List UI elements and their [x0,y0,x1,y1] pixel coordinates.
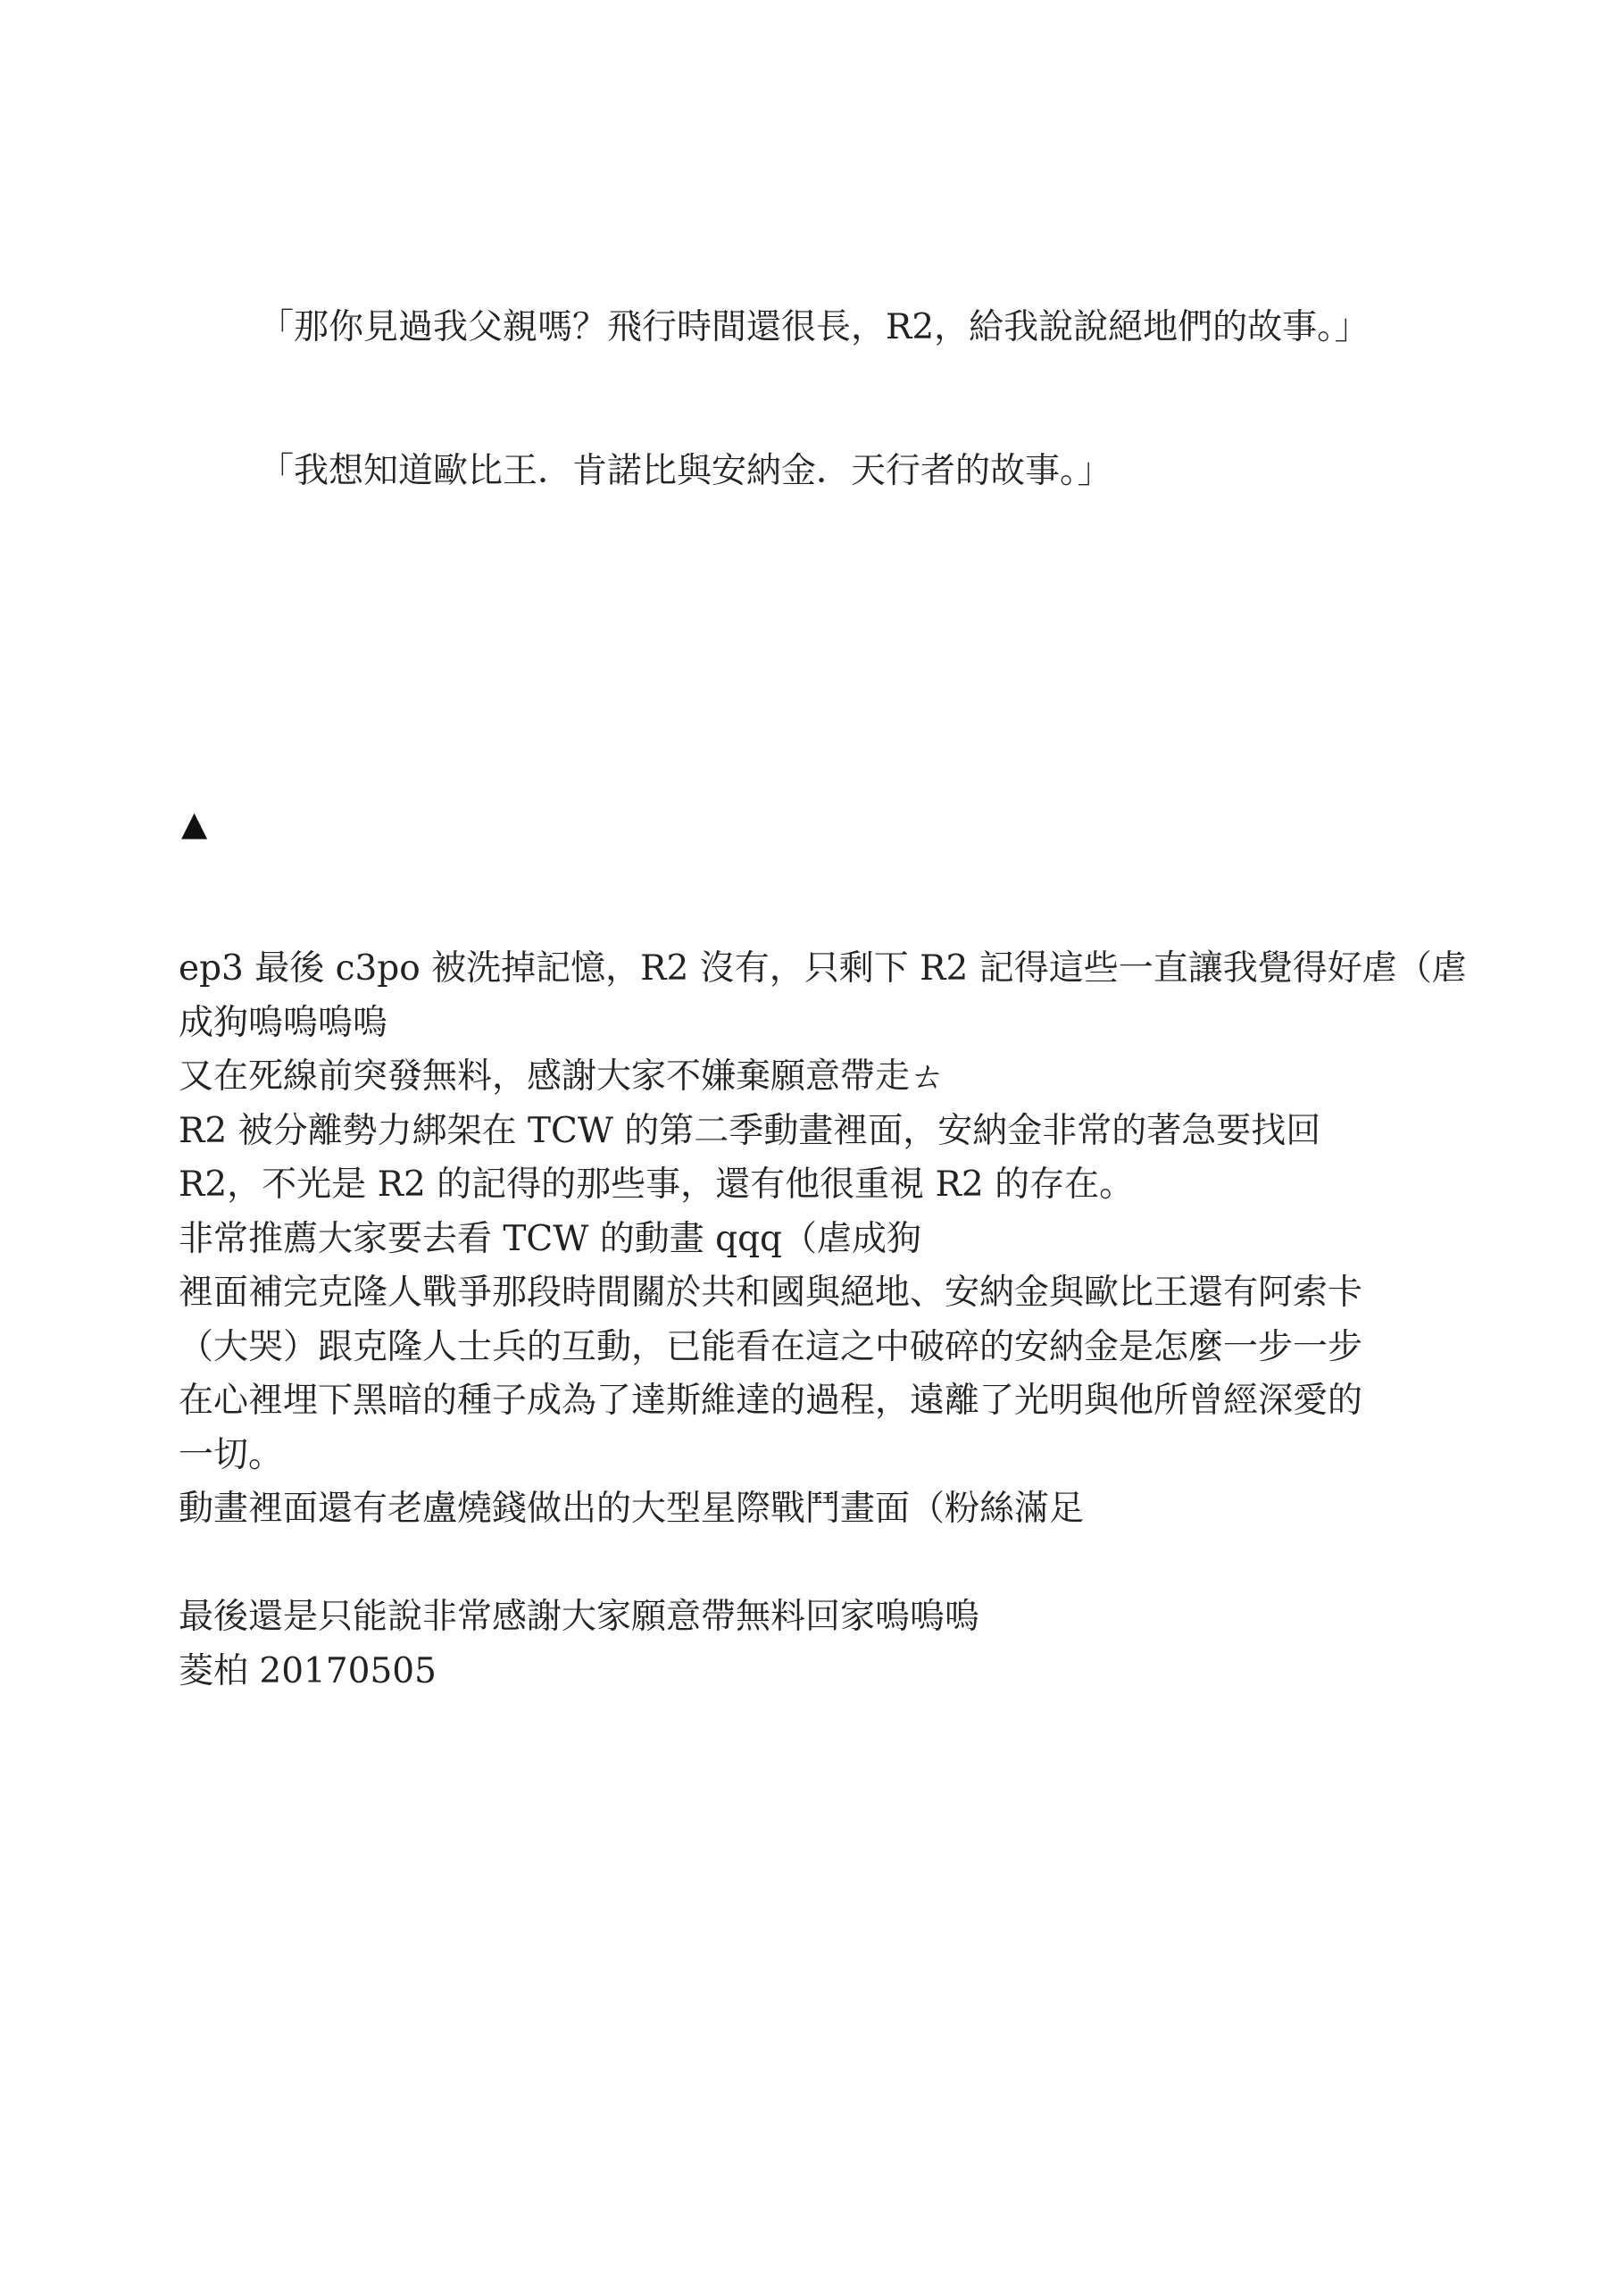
note-line: 一切。 [179,1434,284,1475]
note-line: （大哭）跟克隆人士兵的互動，已能看在這之中破碎的安納金是怎麼一步一步 [179,1326,1363,1367]
note-line: 成狗嗚嗚嗚嗚 [179,1002,388,1043]
blank-line [179,1537,1455,1591]
dialogue-quote-2: 「我想知道歐比王．肯諾比與安納金．天行者的故事。」 [259,451,1112,491]
note-line: ep3 最後 c3po 被洗掉記憶，R2 沒有，只剩下 R2 記得這些一直讓我覺得好虐（虐 [179,948,1467,989]
note-line: R2，不光是 R2 的記得的那些事，還有他很重視 R2 的存在。 [179,1165,1135,1205]
dialogue-quote-1: 「那你見過我父親嗎？飛行時間還很長，R2，給我說說絕地們的故事。」 [259,307,1370,347]
note-line: R2 被分離勢力綁架在 TCW 的第二季動畫裡面，安納金非常的著急要找回 [179,1110,1321,1151]
note-line: 裡面補完克隆人戰爭那段時間關於共和國與絕地、安納金與歐比王還有阿索卡 [179,1273,1363,1313]
afterword-notes [179,942,1467,1699]
note-line: 動畫裡面還有老盧燒錢做出的大型星際戰鬥畫面（粉絲滿足 [179,1489,1085,1529]
note-line: 又在死線前突發無料，感謝大家不嫌棄願意帶走ㄊ [179,1056,945,1097]
note-line: 在心裡埋下黑暗的種子成為了達斯維達的過程，遠離了光明與他所曾經深愛的 [179,1381,1363,1421]
section-separator-triangle-icon: ▲ [181,804,208,843]
closing-thanks: 最後還是只能說非常感謝大家願意帶無料回家嗚嗚嗚 [179,1597,980,1637]
note-line: 非常推薦大家要去看 TCW 的動畫 qqq（虐成狗 [179,1218,922,1259]
author-signature-date: 菱柏 20170505 [179,1650,437,1691]
